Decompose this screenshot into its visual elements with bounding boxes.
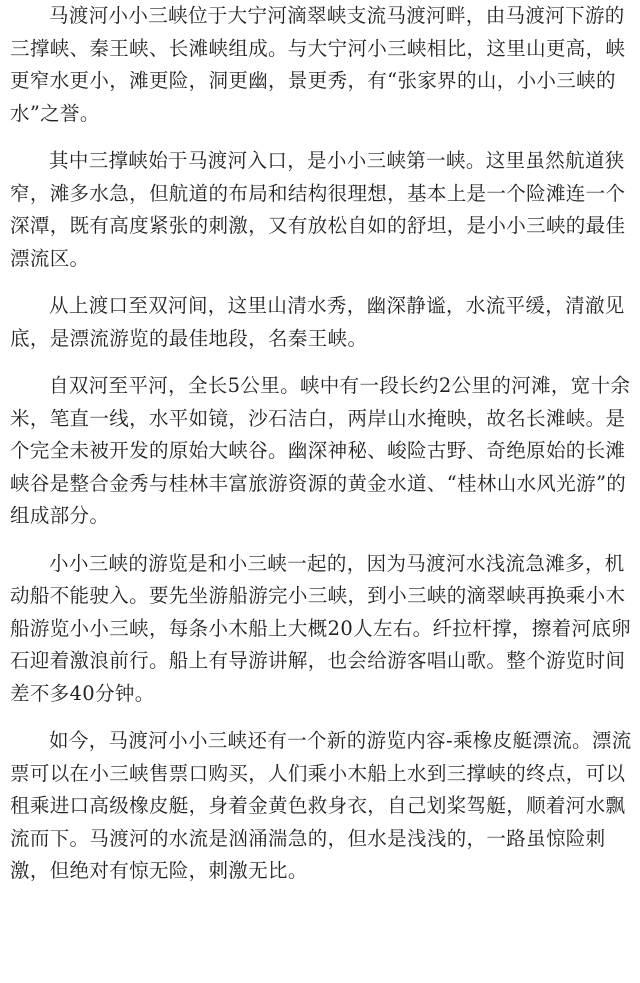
paragraph-rafting: 如今，马渡河小小三峡还有一个新的游览内容-乘橡皮艇漂流。漂流票可以在小三峡售票口购买，人们乘小木船上水到三撑峡的终点，可以租乘进口高级橡皮艇，身着金黄色救身衣，自己划桨驾艇，顺着河水飘流而下。马渡河的水流是汹涌湍急的，但水是浅浅的，一路虽惊险刺激，但绝对有惊无险，刺激无比。 [10, 729, 632, 882]
paragraph-tour-info: 小小三峡的游览是和小三峡一起的，因为马渡河水浅流急滩多，机动船不能驶入。要先坐游船游完小三峡，到小三峡的滴翠峡再换乘小木船游览小小三峡，每条小木船上大概20人左右。纤拉杆撑，擦着河底卵石迎着激浪前行。船上有导游讲解，也会给游客唱山歌。整个游览时间差不多40分钟。 [10, 551, 632, 705]
article-body [10, 0, 634, 888]
paragraph-intro: 马渡河小小三峡位于大宁河滴翠峡支流马渡河畔，由马渡河下游的三撑峡、秦王峡、长滩峡组成。与大宁河小三峡相比，这里山更高，峡更窄水更小，滩更险，洞更幽，景更秀，有“张家界的山，小小三峡的水”之誉。 [10, 4, 626, 125]
paragraph-changtanxia: 自双河至平河，全长5公里。峡中有一段长约2公里的河滩，宽十余米，笔直一线，水平如镜，沙石洁白，两岸山水掩映，故名长滩峡。是个完全未被开发的原始大峡谷。幽深神秘、峻险古野、奇绝原始的长滩峡谷是整合金秀与桂林丰富旅游资源的黄金水道、“桂林山水风光游”的组成部分。 [10, 374, 631, 527]
paragraph-qinwangxia: 从上渡口至双河间，这里山清水秀，幽深静谧，水流平缓，清澈见底，是漂流游览的最佳地段，名秦王峡。 [10, 294, 625, 350]
paragraph-sanchengxia: 其中三撑峡始于马渡河入口，是小小三峡第一峡。这里虽然航道狭窄，滩多水急，但航道的布局和结构很理想，基本上是一个险滩连一个深潭，既有高度紧张的刺激，又有放松自如的舒坦，是小小三峡的最佳漂流区。 [10, 149, 626, 270]
